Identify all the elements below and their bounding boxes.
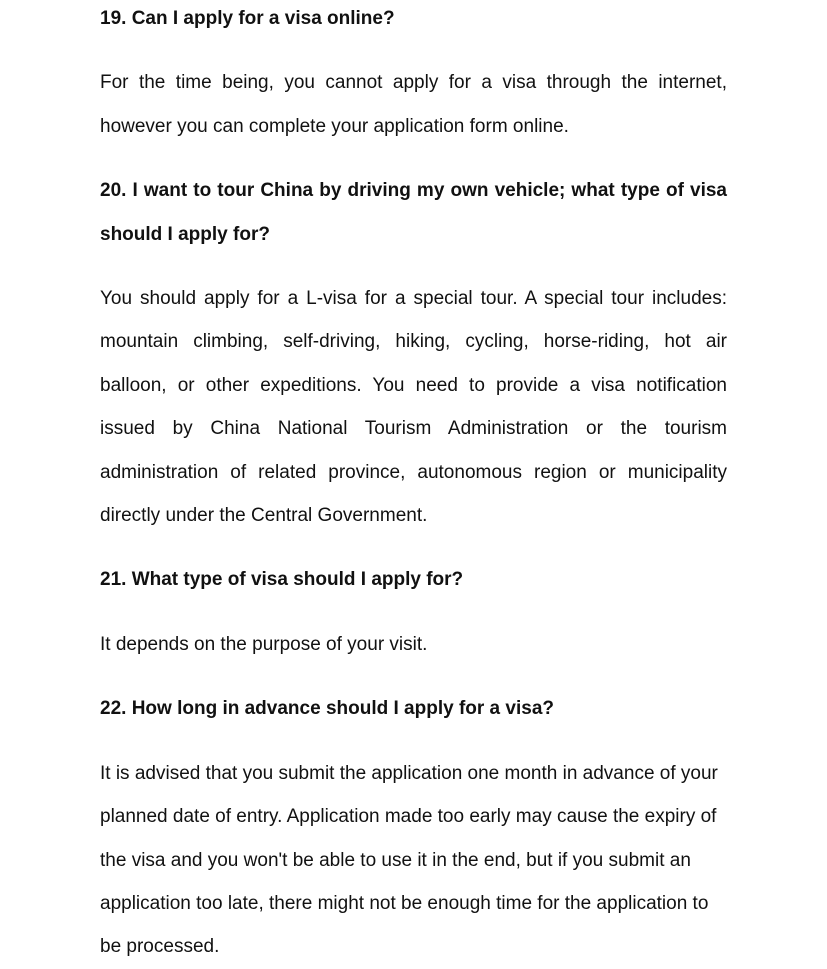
faq-answer-22: It is advised that you submit the application one month in advance of your planned date of entry. Application made too early may cause the expiry of the visa and you won't be able to use it in the end, but if you submit an application too late, there might not be enough time for the application to be processed. [100, 762, 718, 958]
faq-question-19: 19. Can I apply for a visa online? [100, 8, 395, 29]
faq-answer-19: For the time being, you cannot apply for a visa through the internet, however you can complete your application form online. [100, 72, 727, 137]
faq-answer-20: You should apply for a L-visa for a special tour. A special tour includes: mountain climbing, self-driving, hiking, cycling, horse-riding, hot air balloon, or other expeditions. You need to provide a visa notification issued by China National Tourism Administration or the tourism administration of related province, autonomous region or municipality directly under the Central Government. [100, 288, 727, 527]
faq-question-22: 22. How long in advance should I apply for a visa? [100, 698, 554, 720]
faq-question-20: 20. I want to tour China by driving my own vehicle; what type of visa should I apply for? [100, 180, 727, 245]
faq-answer-21: It depends on the purpose of your visit. [100, 633, 428, 655]
faq-question-21: 21. What type of visa should I apply for? [100, 569, 464, 591]
faq-document [100, 0, 727, 969]
